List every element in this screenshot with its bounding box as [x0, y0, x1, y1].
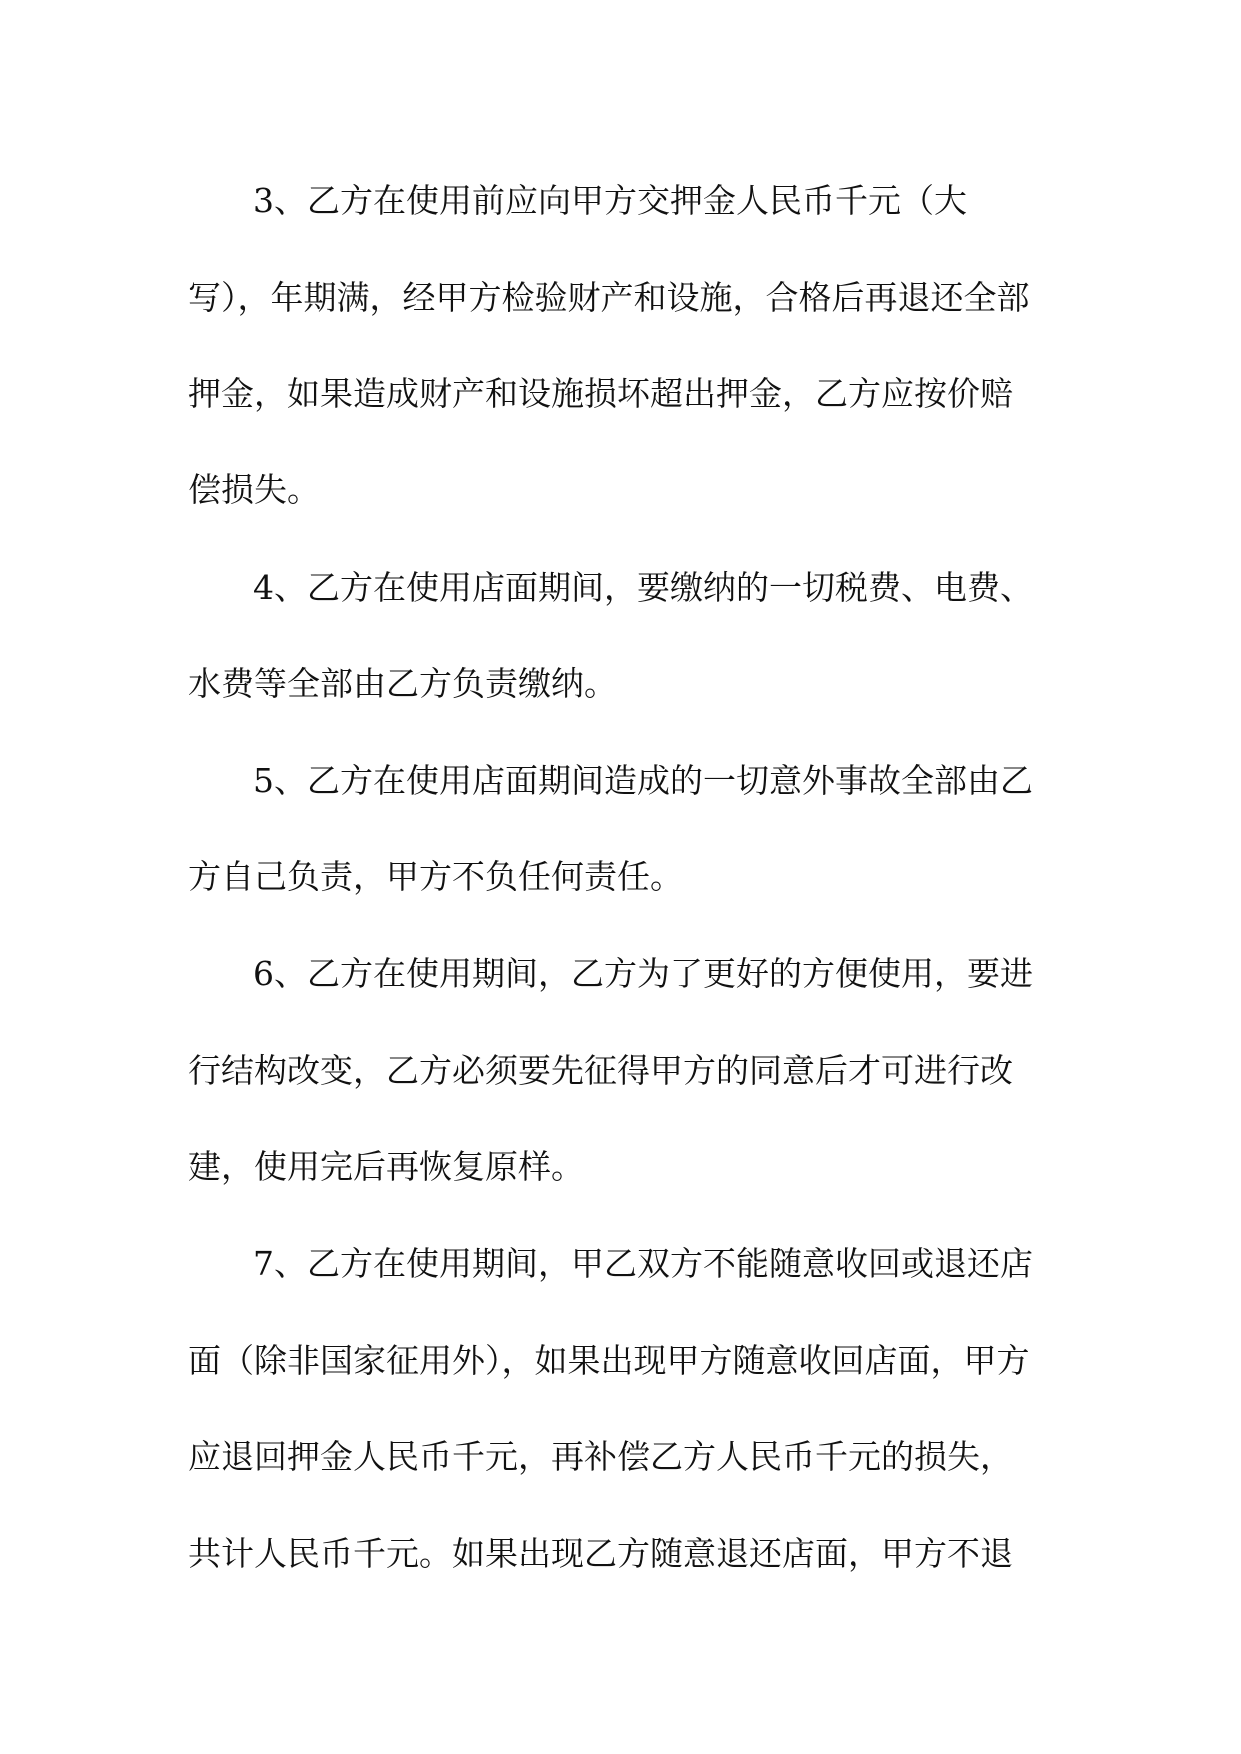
paragraph-3-line-2: 写），年期满，经甲方检验财产和设施，合格后再退还全部: [188, 278, 1030, 317]
paragraph-7-line-4: 共计人民币千元。如果出现乙方随意退还店面，甲方不退: [188, 1534, 1013, 1573]
paragraph-3-line-3: 押金，如果造成财产和设施损坏超出押金，乙方应按价赔: [188, 374, 1013, 413]
paragraph-6-line-3: 建，使用完后再恢复原样。: [188, 1147, 584, 1186]
paragraph-6-line-2: 行结构改变，乙方必须要先征得甲方的同意后才可进行改: [188, 1051, 1013, 1090]
paragraph-3-line-4: 偿损失。: [188, 470, 320, 509]
paragraph-6-line-1: 6、乙方在使用期间，乙方为了更好的方便使用，要进: [253, 954, 1033, 993]
paragraph-5-line-1: 5、乙方在使用店面期间造成的一切意外事故全部由乙: [253, 761, 1033, 800]
paragraph-5-line-2: 方自己负责，甲方不负任何责任。: [188, 857, 683, 896]
paragraph-7-line-1: 7、乙方在使用期间，甲乙双方不能随意收回或退还店: [253, 1244, 1033, 1283]
paragraph-3-line-1: 3、乙方在使用前应向甲方交押金人民币千元（大: [253, 181, 967, 220]
paragraph-7-line-3: 应退回押金人民币千元，再补偿乙方人民币千元的损失，: [188, 1437, 1013, 1476]
paragraph-7-line-2: 面（除非国家征用外），如果出现甲方随意收回店面，甲方: [188, 1341, 1030, 1380]
paragraph-4-line-2: 水费等全部由乙方负责缴纳。: [188, 664, 617, 703]
paragraph-4-line-1: 4、乙方在使用店面期间，要缴纳的一切税费、电费、: [253, 568, 1033, 607]
